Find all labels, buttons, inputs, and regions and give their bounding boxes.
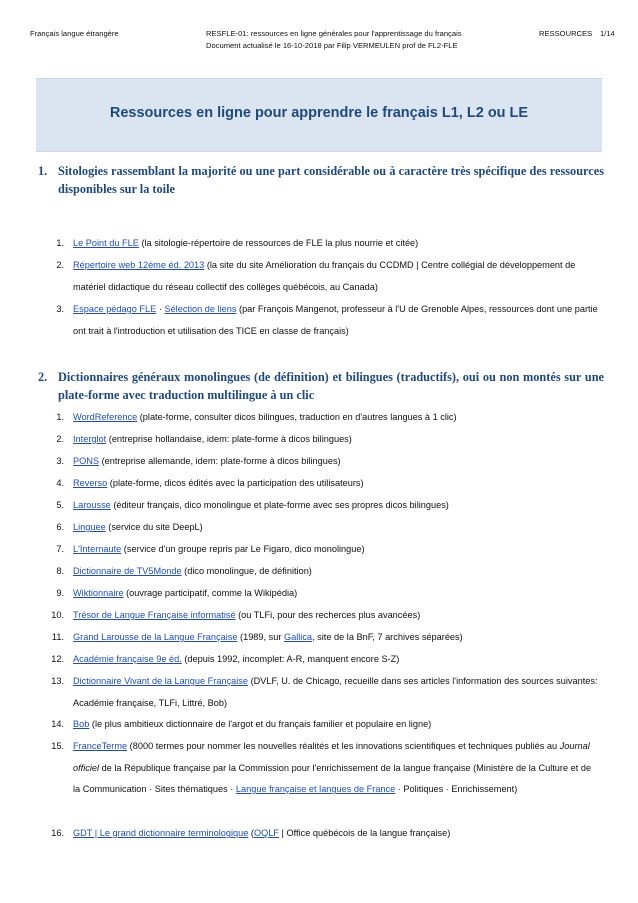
item-description-end: , site de la BnF, 7 archives séparées) [312,632,463,642]
link-bob[interactable]: Bob [73,719,90,729]
item-description: (DVLF, U. de Chicago, recueille dans ses articles l'information des sources suivantes: Académie française, TLFi, Littré, Bob) [73,676,598,708]
item-description: (ou TLFi, pour des recherces plus avancées) [235,610,421,620]
item-description: (service du site DeepL) [105,522,203,532]
item-number: 7. [56,544,64,554]
item-description: (éditeur français, dico monolingue et plate-forme avec ses propres dicos bilingues) [110,500,449,510]
item-description: (plate-forme, consulter dicos bilingues, traduction en d'autres langues à 1 clic) [137,412,457,422]
item-number: 12. [51,654,64,664]
item-number: 14. [51,719,64,729]
section-2-heading [38,368,604,404]
item-description-middle: de la République française par la Commission pour l'enrichissement de la langue française (Ministère de la Culture et de la Communication · Sites thématiques · [73,762,592,795]
link-selection-de-liens[interactable]: Sélection de liens [164,304,237,314]
link-repertoire-web[interactable]: Répertoire web 12ème éd. 2013 [73,260,205,270]
item-number: 16. [51,828,64,838]
link-academie-francaise[interactable]: Académie française 9e éd. [73,654,182,664]
link-espace-pedago-fle[interactable]: Espace pédago FLE [73,304,157,314]
item-number: 3. [56,456,64,466]
link-gdt[interactable]: GDT | Le grand dictionnaire terminologique [73,828,249,838]
item-description: (service d'un groupe repris par Le Figaro, dico monolingue) [121,544,365,554]
title-banner [36,78,602,152]
item-description: (entreprise allemande, idem: plate-forme à dicos bilingues) [99,456,341,466]
link-dvlf[interactable]: Dictionnaire Vivant de la Langue Française [73,676,249,686]
link-wordreference[interactable]: WordReference [73,412,138,422]
section-title: Dictionnaires généraux monolingues (de définition) et bilingues (traductifs), oui ou non montés sur une plate-forme avec traduction multilingue à un clic [58,370,604,402]
item-number: 10. [51,610,64,620]
item-number: 8. [56,566,64,576]
item-description-end: | Office québécois de la langue française) [279,828,451,838]
page-header [30,28,614,58]
section-1-heading [38,162,604,198]
link-linternaute[interactable]: L'Internaute [73,544,122,554]
item-number: 3. [56,304,64,314]
link-franceterme[interactable]: FranceTerme [73,741,128,751]
item-number: 15. [51,741,64,751]
item-description: (la site du site Amélioration du français du CCDMD | Centre collégial de développement de matériel didactique du réseau collectif des collèges québécois, au Canada) [73,260,576,292]
header-subject: Français langue étrangère [30,29,119,38]
item-description-end: · Politiques · Enrichissement) [395,784,518,795]
item-number: 9. [56,588,64,598]
link-reverso[interactable]: Reverso [73,478,108,488]
section-title: Sitologies rassemblant la majorité ou une part considérable ou à caractère très spécifique des ressources disponibles sur la toile [58,164,604,196]
header-doc-update: Document actualisé le 16-10-2018 par Filip VERMEULEN prof de FL2-FLE [206,41,458,50]
item-number: 2. [56,260,64,270]
item-description: (1989, sur [237,632,284,642]
page-title: Ressources en ligne pour apprendre le français L1, L2 ou LE [109,105,529,121]
link-larousse[interactable]: Larousse [73,500,111,510]
item-description: (depuis 1992, incomplet: A-R, manquent encore S-Z) [181,654,400,664]
item-description: (dico monolingue, de définition) [181,566,312,576]
item-description: (la sitologie-répertoire de ressources de FLE la plus nourrie et citée) [138,238,419,248]
item-number: 5. [56,500,64,510]
item-number: 13. [51,676,64,686]
page-number: 1/14 [600,29,615,38]
journal-officiel-text: Journal officiel [73,741,590,773]
item-number: 1. [56,238,64,248]
section-number: 1. [38,164,48,178]
item-description: ( [248,828,254,838]
item-description: (plate-forme, dicos édités avec la participation des utilisateurs) [107,478,364,488]
item-description: (entreprise hollandaise, idem: plate-forme à dicos bilingues) [106,434,352,444]
item-number: 2. [56,434,64,444]
item-number: 11. [51,632,64,642]
item-description: (ouvrage participatif, comme la Wikipédia) [123,588,298,598]
item-description: (8000 termes pour nommer les nouvelles réalités et les innovations scientifiques et techniques publiés au [127,741,560,751]
link-le-point-du-fle[interactable]: Le Point du FLE [73,238,139,248]
item-number: 1. [56,412,64,422]
item-number: 4. [56,478,64,488]
link-interglot[interactable]: Interglot [73,434,107,444]
link-langue-francaise-et-langues-de-france[interactable]: Langue française et langues de France [235,784,396,795]
header-section: RESSOURCES [539,29,593,38]
link-pons[interactable]: PONS [73,456,100,466]
link-dictionnaire-tv5monde[interactable]: Dictionnaire de TV5Monde [73,566,182,576]
item-number: 6. [56,522,64,532]
link-wiktionnaire[interactable]: Wiktionnaire [73,588,124,598]
header-doc-title: RESFLE-01: ressources en ligne générales pour l'apprentissage du français [206,29,462,38]
item-description: (le plus ambitieux dictionnaire de l'argot et du français familier et populaire en ligne) [89,719,432,729]
link-gallica[interactable]: Gallica [283,632,313,642]
link-linguee[interactable]: Linguee [73,522,106,532]
link-grand-larousse[interactable]: Grand Larousse de la Langue Française [73,632,238,642]
item-description: (par François Mangenot, professeur à l'U de Grenoble Alpes, ressources dont une partie ont trait à l'introduction et utilisation des TICE en classe de français) [73,304,598,336]
header-document-info [206,28,526,52]
link-separator: · [156,304,165,314]
section-number: 2. [38,370,48,384]
link-tlfi[interactable]: Trésor de Langue Française informatisé [73,610,236,620]
link-oqlf[interactable]: OQLF [253,828,279,838]
